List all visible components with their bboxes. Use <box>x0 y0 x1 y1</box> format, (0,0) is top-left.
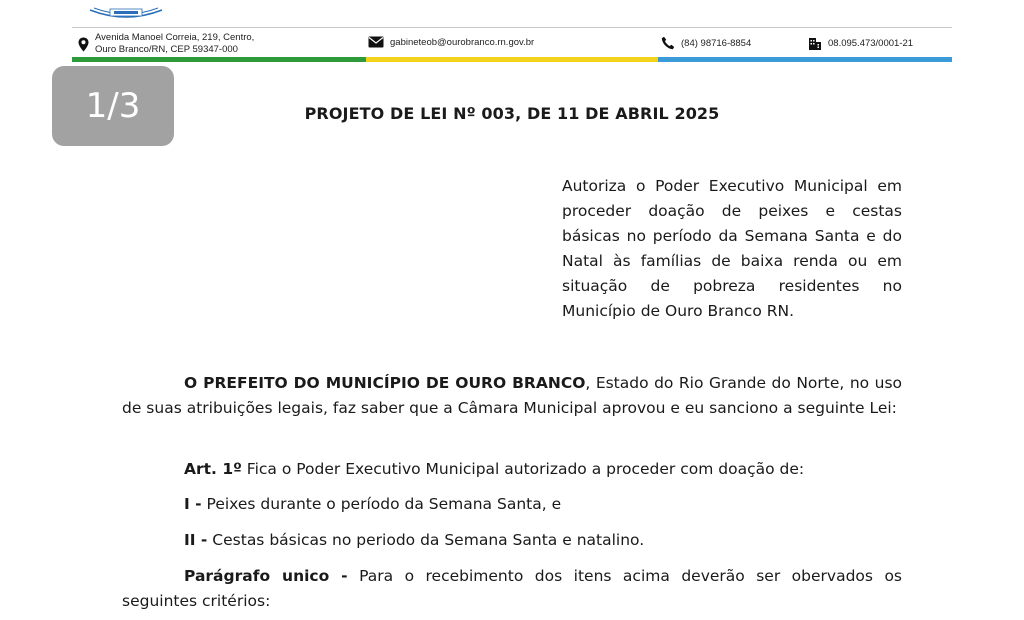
article-1-label: Art. 1º <box>184 460 242 478</box>
inciso-1 <box>122 492 964 517</box>
paragrafo-unico <box>122 564 902 614</box>
letterhead-contact-bar <box>72 31 952 57</box>
location-pin-icon <box>78 37 89 52</box>
preamble-paragraph <box>122 371 902 421</box>
inciso-2-text: Cestas básicas no periodo da Semana Santa e natalino. <box>207 531 645 549</box>
phone-text: (84) 98716-8854 <box>681 37 752 49</box>
paragrafo-label: Parágrafo unico - <box>184 567 348 585</box>
address-line-1: Avenida Manoel Correia, 219, Centro, <box>95 32 255 43</box>
page-indicator: 1/3 <box>52 66 174 146</box>
phone-icon <box>661 36 675 50</box>
inciso-2-label: II - <box>184 531 208 549</box>
letterhead-color-stripe <box>72 57 952 62</box>
address-line-2: Ouro Branco/RN, CEP 59347-000 <box>95 44 238 55</box>
inciso-1-text: Peixes durante o período da Semana Santa, e <box>201 495 562 513</box>
cnpj-block <box>808 36 913 50</box>
email-text: gabineteob@ourobranco.rn.gov.br <box>390 36 535 48</box>
stripe-blue <box>658 57 952 62</box>
article-1-text: Fica o Poder Executivo Municipal autorizado a proceder com doação de: <box>241 460 805 478</box>
header-divider <box>72 27 952 28</box>
phone-block <box>661 36 751 50</box>
cnpj-text: 08.095.473/0001-21 <box>828 37 914 49</box>
email-block <box>368 36 534 48</box>
article-1 <box>122 457 964 482</box>
preamble-text: , Estado do Rio Grande do Norte, no uso de suas atribuições legais, faz saber que a Câmara Municipal aprovou e eu sanciono a seguinte Lei: <box>122 374 903 417</box>
building-icon <box>808 36 822 50</box>
address-block <box>78 32 254 56</box>
preamble-subject: O PREFEITO DO MUNICÍPIO DE OURO BRANCO <box>184 374 586 392</box>
inciso-2 <box>122 528 964 553</box>
inciso-1-label: I - <box>184 495 202 513</box>
stripe-yellow <box>366 57 658 62</box>
document-title <box>0 104 1024 123</box>
paragrafo-text: Para o recebimento dos itens acima deverão ser obervados os seguintes critérios: <box>122 567 902 610</box>
stripe-green <box>72 57 366 62</box>
envelope-icon <box>368 36 384 48</box>
document-title-text: PROJETO DE LEI Nº 003, DE 11 DE ABRIL 2025 <box>304 104 720 123</box>
ementa-paragraph: Autoriza o Poder Executivo Municipal em proceder doação de peixes e cestas básicas no período da Semana Santa e do Natal às famílias de baixa renda ou em situação de pobreza residentes no Município de Ouro Branco RN. <box>562 177 902 320</box>
municipality-logo <box>88 6 164 22</box>
